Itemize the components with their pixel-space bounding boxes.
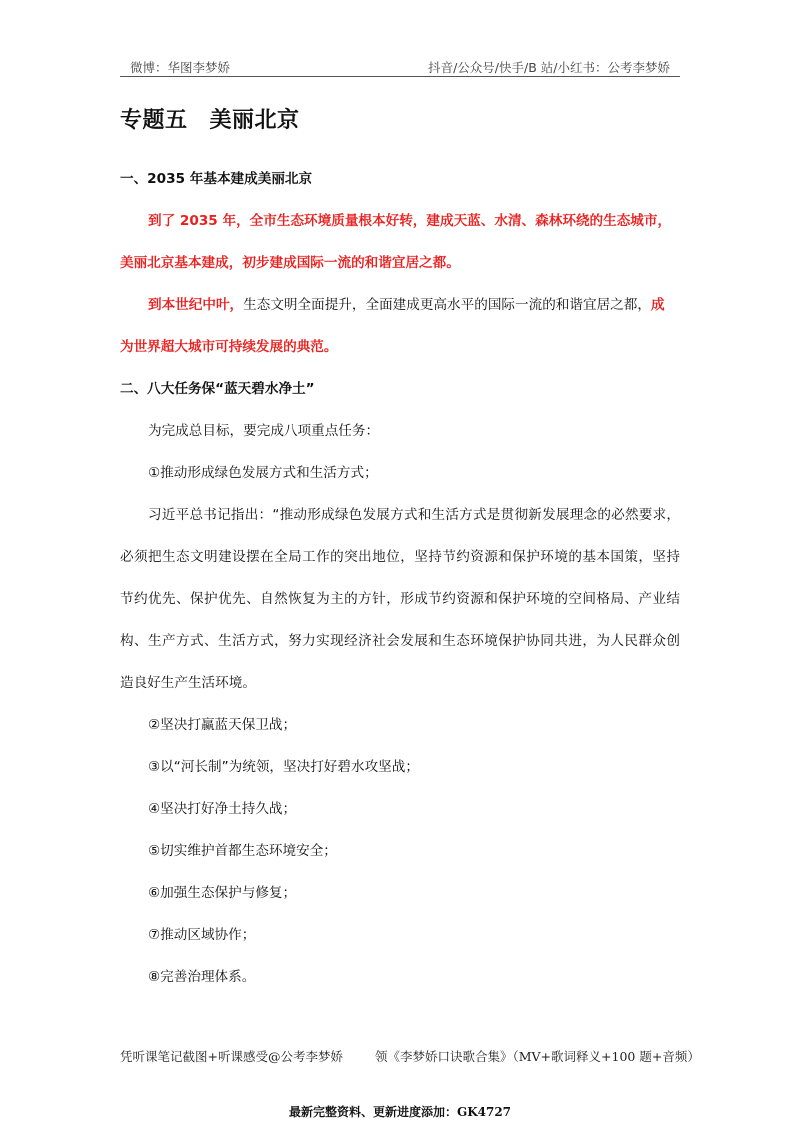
- section1-p2-line1: [120, 284, 680, 326]
- section2-heading: 二、八大任务保“蓝天碧水净土”: [120, 381, 315, 397]
- document-body: [120, 158, 680, 998]
- section2-intro: 为完成总目标，要完成八项重点任务：: [148, 423, 380, 439]
- header-weibo: 微博：华图李梦娇: [130, 60, 231, 75]
- page-header: [120, 56, 680, 76]
- quote-line: 造良好生产生活环境。: [120, 675, 256, 691]
- page-title: [120, 103, 300, 134]
- section1-p1-line1: 到了 2035 年，全市生态环境质量根本好转，建成天蓝、水清、森林环绕的生态城市，: [148, 213, 672, 229]
- task-item: ③以“河长制”为统领，坚决打好碧水攻坚战；: [148, 759, 419, 775]
- task-item: ⑤切实维护首都生态环境安全；: [148, 843, 337, 859]
- p2-red-end: 成: [650, 297, 665, 313]
- quote-line: 节约优先、保护优先、自然恢复为主的方针，形成节约资源和保护环境的空间格局、产业结: [120, 591, 680, 607]
- task-item: ④坚决打好净土持久战；: [148, 801, 297, 817]
- p2-red-start: 到本世纪中叶，: [148, 297, 244, 313]
- footer-right: 领《李梦娇口诀歌合集》（MV+歌词释义+100 题+音频）: [374, 1049, 700, 1064]
- header-social: 抖音/公众号/快手/B 站/小红书：公考李梦娇: [428, 60, 670, 75]
- section1-p1-line2: 美丽北京基本建成，初步建成国际一流的和谐宜居之都。: [120, 255, 460, 271]
- task-item: ⑥加强生态保护与修复；: [148, 885, 297, 901]
- quote-line: 必须把生态文明建设摆在全局工作的突出地位，坚持节约资源和保护环境的基本国策，坚持: [120, 549, 680, 565]
- task-1: ①推动形成绿色发展方式和生活方式；: [148, 465, 378, 481]
- task-item: ⑧完善治理体系。: [148, 969, 256, 985]
- title-number: 专题五: [120, 108, 188, 133]
- task-item: ⑦推动区域协作；: [148, 927, 256, 943]
- p2-black: 生态文明全面提升，全面建成更高水平的国际一流的和谐宜居之都，: [243, 297, 651, 313]
- quote-line: 构、生产方式、生活方式，努力实现经济社会发展和生态环境保护协同共进，为人民群众创: [120, 633, 680, 649]
- section1-heading: 一、2035 年基本建成美丽北京: [120, 171, 313, 187]
- header-divider: [120, 76, 680, 77]
- footer-contact: 最新完整资料、更新进度添加：GK4727: [288, 1105, 512, 1119]
- task-item: ②坚决打赢蓝天保卫战；: [148, 717, 297, 733]
- quote-line: 习近平总书记指出：“推动形成绿色发展方式和生活方式是贯彻新发展理念的必然要求，: [148, 507, 680, 523]
- title-text: 美丽北京: [209, 108, 300, 133]
- section1-p2-line2: 为世界超大城市可持续发展的典范。: [120, 339, 338, 355]
- footer-promo: [120, 1047, 700, 1065]
- footer-left: 凭听课笔记截图+听课感受@公考李梦娇: [120, 1049, 343, 1064]
